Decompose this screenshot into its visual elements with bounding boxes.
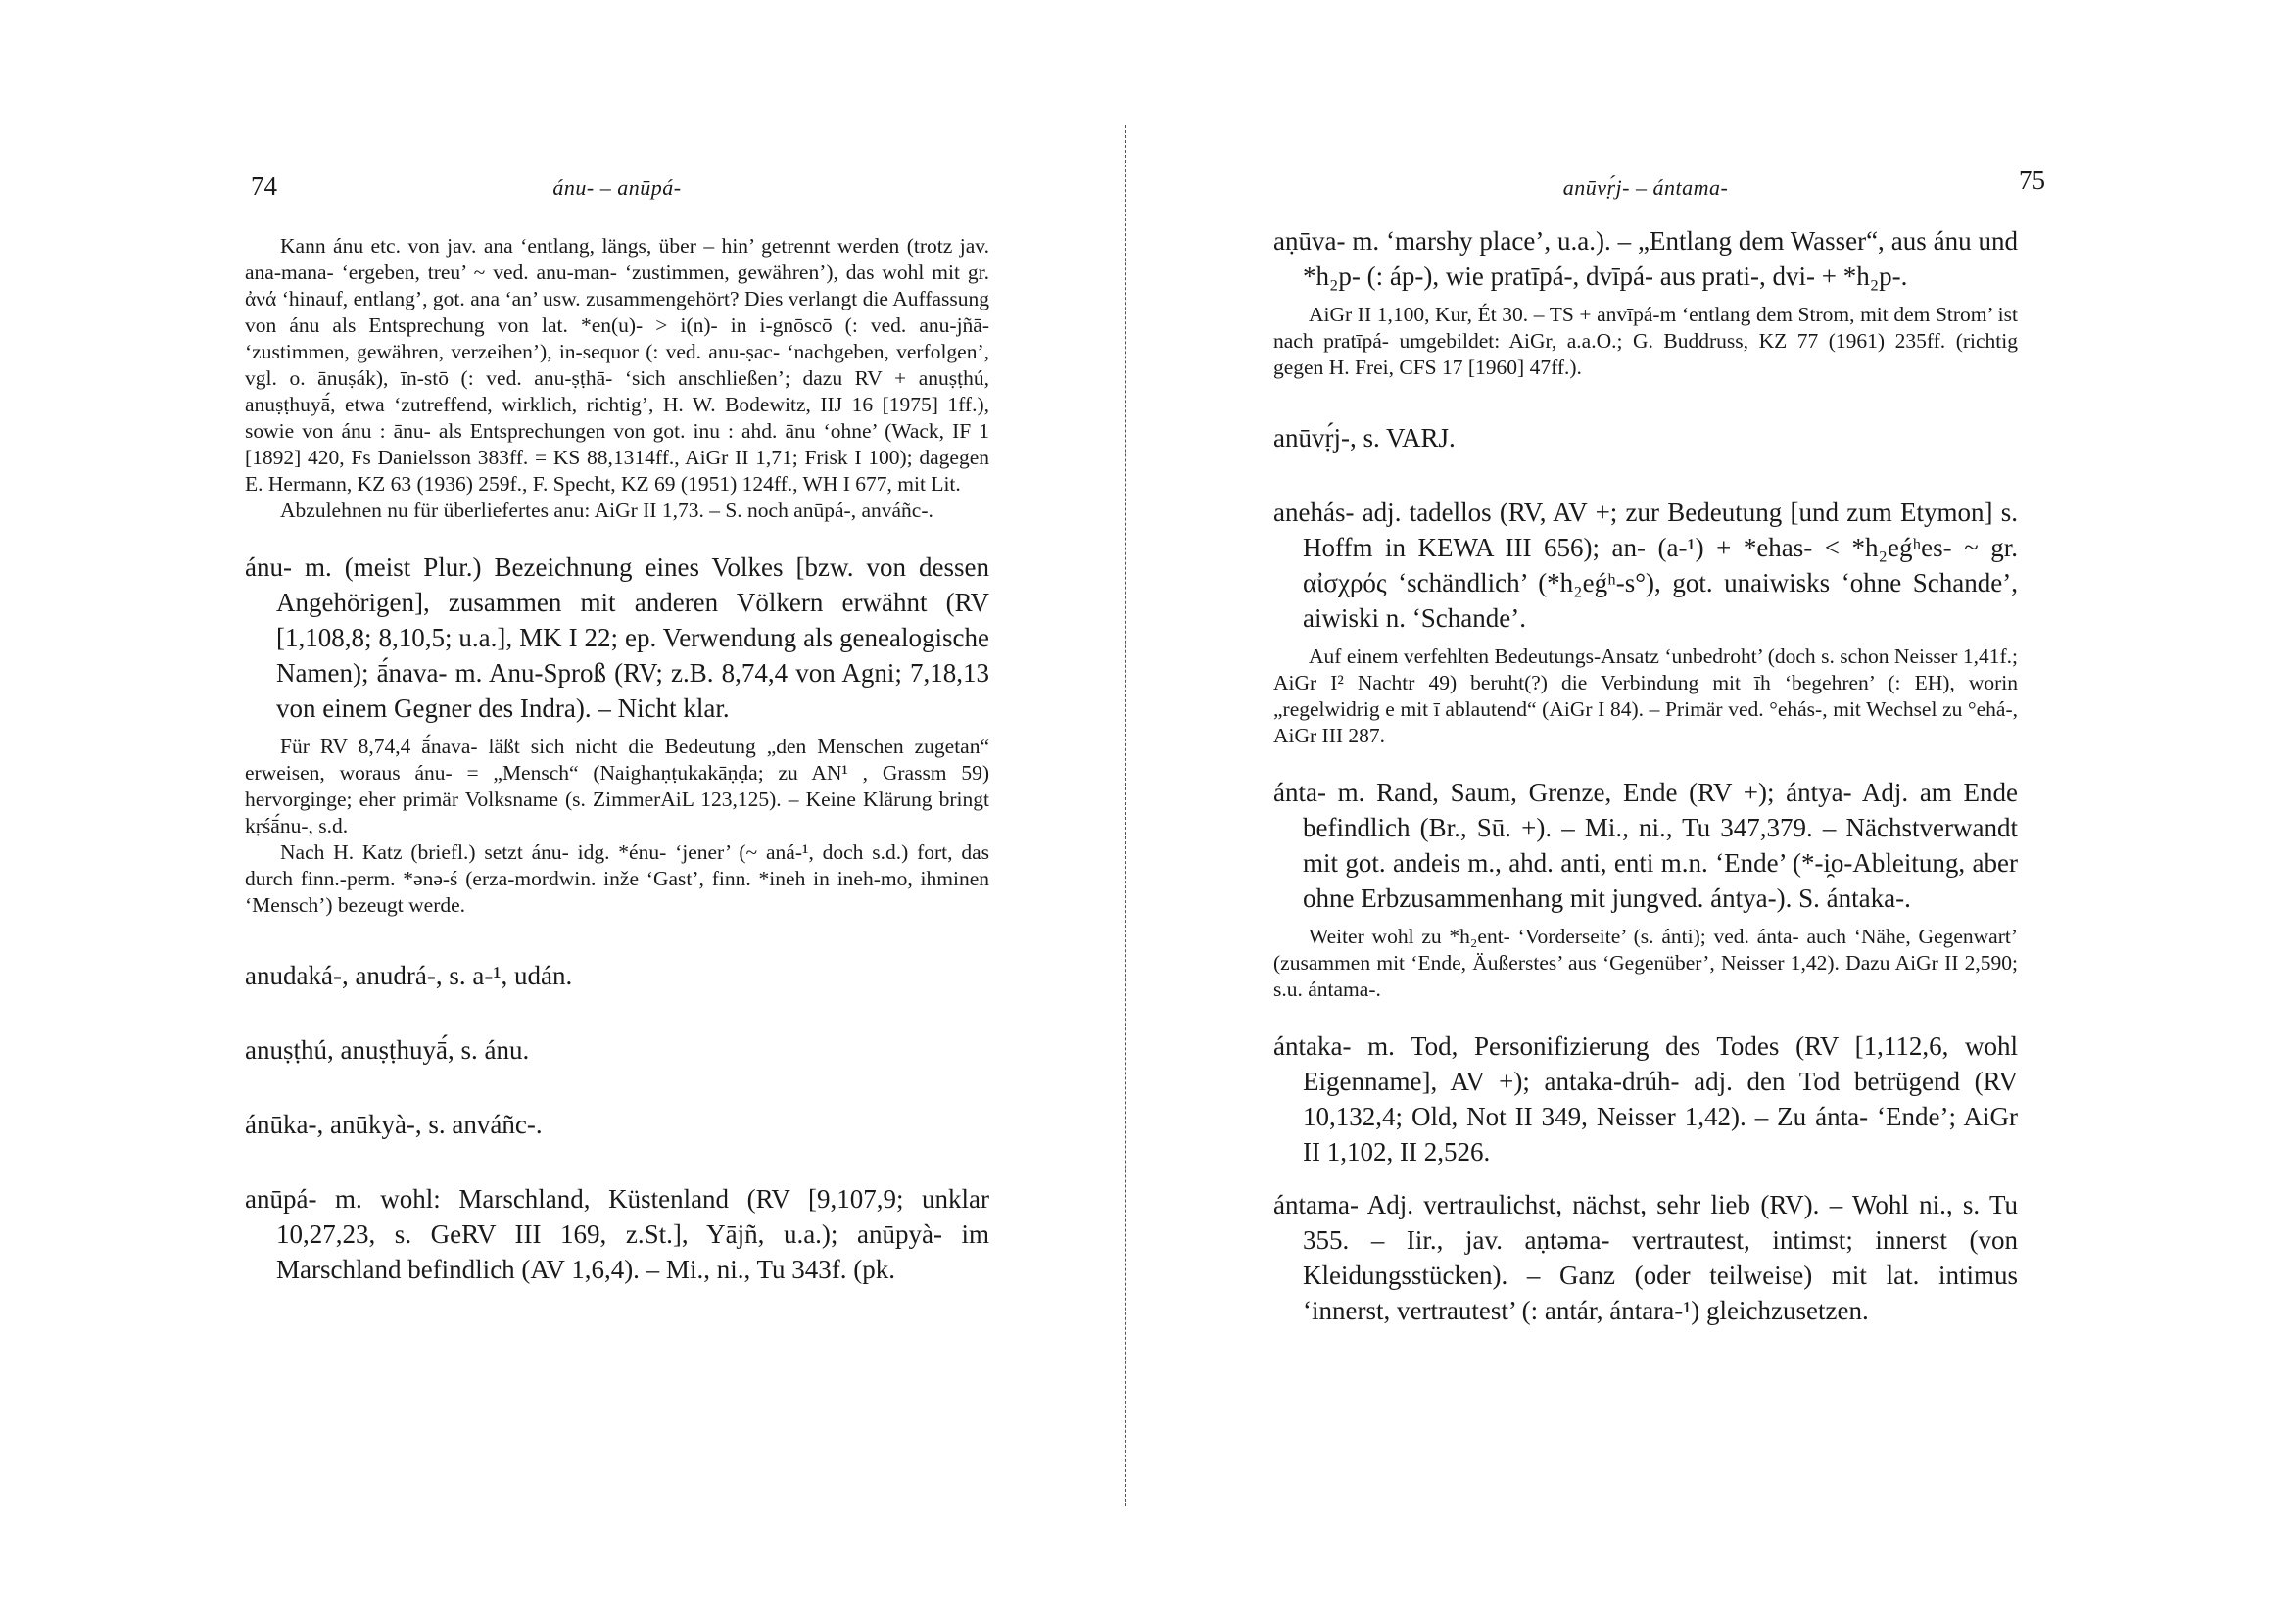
entry-antama: ántama- Adj. vertraulichst, nächst, sehr lieb (RV). – Wohl ni., s. Tu 355. – Iir., jav. aṇtəma- vertrautest, intimst; innerst (von Kleidungsstücken). – Ganz (oder teilweise) mit lat. intimus ‘innerst, vertrautest’ (: antár, ántara-¹) gleichzusetzen.: [1273, 1190, 2018, 1325]
right-page-header: [1273, 166, 2045, 211]
page-number-right: 75: [2019, 166, 2045, 195]
right-page: [1273, 0, 2045, 1622]
note-aigr-anvipa: AiGr II 1,100, Kur, Ét 30. – TS + anvīpá-m ‘entlang dem Strom, mit dem Strom’ ist nach pratīpá- umgebildet: AiGr, a.a.O.; G. Buddruss, KZ 77 (1961) 235ff. (richtig gegen H. Frei, CFS 17 [1960] 47ff.).: [1273, 303, 2018, 379]
left-page-header: [245, 171, 989, 211]
running-head-right: anūvṛ́j- – ántama-: [1562, 175, 1729, 200]
entry-anuvrj: anūvṛ́j-, s. VARJ.: [1273, 423, 1456, 453]
note-anava: Für RV 8,74,4 ā́nava- läßt sich nicht die Bedeutung „den Menschen zugetan“ erweisen, woraus ánu- = „Mensch“ (Naighaṇṭukakāṇḍa; zu AN¹ , Grassm 59) hervorginge; eher primär Volksname (s. ZimmerAiL 123,125). – Keine Klärung bringt kṛśā́nu-, s.d.: [245, 735, 989, 837]
entry-anupa: anūpá- m. wohl: Marschland, Küstenland (RV [9,107,9; unklar 10,27,23, s. GeRV III 169, z.St.], Yājñ, u.a.); anūpyà- im Marschland befindlich (AV 1,6,4). – Mi., ni., Tu 343f. (pk.: [245, 1184, 989, 1284]
note-anehas: Auf einem verfehlten Bedeutungs-Ansatz ‘unbedroht’ (doch s. schon Neisser 1,41f.; AiGr I² Nachtr 49) beruht(?) die Verbindung mit īh ‘begehren’ (: EH), worin „regelwidrig e mit ī ablautend“ (AiGr I 84). – Primär ved. °ehás-, mit Wechsel zu °ehá-, AiGr III 287.: [1273, 644, 2018, 747]
entry-anusthu: anuṣṭhú, anuṣṭhuyā́, s. ánu.: [245, 1035, 530, 1065]
right-page-content: [1273, 223, 2018, 1328]
book-gutter: [1125, 125, 1126, 1506]
entry-anupa-continued: aṇūva- m. ‘marshy place’, u.a.). – „Entlang dem Wasser“, aus ánu und *h₂p- (: áp-), wie pratīpá-, dvīpá- aus prati-, dvi- + *h₂p-.: [1273, 226, 2018, 291]
page-number-left: 74: [251, 171, 277, 201]
entry-anuka: ánūka-, anūkyà-, s. anváñc-.: [245, 1110, 543, 1139]
note-anta: Weiter wohl zu *h₂ent- ‘Vorderseite’ (s. ánti); ved. ánta- auch ‘Nähe, Gegenwart’ (zusammen mit ‘Ende, Äußerstes’ aus ‘Gegenüber’, Neisser 1,42). Dazu AiGr II 2,590; s.u. ántama-.: [1273, 925, 2018, 1001]
note-anu-etymology: Kann ánu etc. von jav. ana ‘entlang, längs, über – hin’ getrennt werden (trotz jav. ana-mana- ‘ergeben, treu’ ~ ved. anu-man- ‘zustimmen, gewähren’), das wohl mit gr. ἀνά ‘hinauf, entlang’, got. ana ‘an’ usw. zusammengehört? Dies verlangt die Auffassung von ánu als Entsprechung von lat. *en(u)- > i(n)- in i-gnōscō (: ved. anu-jñā- ‘zustimmen, gewähren, verzeihen’), in-sequor (: ved. anu-ṣac- ‘nachgeben, verfolgen’, vgl. o. ānuṣák), īn-stō (: ved. anu-ṣṭhā- ‘sich anschließen’; dazu RV + anuṣṭhú, anuṣṭhuyā́, etwa ‘zutreffend, wirklich, richtig’, H. W. Bodewitz, IIJ 16 [1975] 1ff.), sowie von ánu : ānu- als Entsprechungen von got. inu : ahd. ānu ‘ohne’ (Wack, IF 1 [1892] 420, Fs Danielsson 383ff. = KS 88,1314ff., AiGr II 1,71; Frisk I 100); dagegen E. Hermann, KZ 63 (1936) 259f., F. Specht, KZ 69 (1951) 124ff., WH I 677, mit Lit.: [245, 234, 989, 496]
entry-anehas: anehás- adj. tadellos (RV, AV +; zur Bedeutung [und zum Etymon] s. Hoffm in KEWA III 656); an- (a-¹) + *ehas- < *h₂eǵʰes- ~ gr. αἰσχρός ‘schändlich’ (*h₂eǵʰ-s°), got. unaiwisks ‘ohne Schande’, aiwiski n. ‘Schande’.: [1273, 498, 2018, 633]
note-abzulehnen: Abzulehnen nu für überliefertes anu: AiGr II 1,73. – S. noch anūpá-, anváñc-.: [280, 499, 933, 522]
running-head-left: ánu- – anūpá-: [552, 175, 682, 200]
entry-anudaka: anudaká-, anudrá-, s. a-¹, udán.: [245, 961, 573, 990]
entry-anu-m: ánu- m. (meist Plur.) Bezeichnung eines Volkes [bzw. von dessen Angehörigen], zusammen mit anderen Völkern erwähnt (RV [1,108,8; 8,10,5; u.a.], MK I 22; ep. Verwendung als genealogische Namen); ā́nava- m. Anu-Sproß (RV; z.B. 8,74,4 von Agni; 7,18,13 von einem Gegner des Indra). – Nicht klar.: [245, 552, 989, 723]
entry-anta: ánta- m. Rand, Saum, Grenze, Ende (RV +); ántya- Adj. am Ende befindlich (Br., Sū. +). – Mi., ni., Tu 347,379. – Nächstverwandt mit got. andeis m., ahd. anti, enti m.n. ‘Ende’ (*-i̯o-Ableitung, aber ohne Erbzusammenhang mit jungved. ántya-). S. ántaka-.: [1273, 778, 2018, 913]
note-katz: Nach H. Katz (briefl.) setzt ánu- idg. *énu- ‘jener’ (~ aná-¹, doch s.d.) fort, das durch finn.-perm. *ənə-ś (erza-mordwin. inže ‘Gast’, finn. *ineh in ineh-mo, ihminen ‘Mensch’) bezeugt werde.: [245, 840, 989, 917]
left-page-content: [245, 233, 989, 1287]
entry-antaka: ántaka- m. Tod, Personifizierung des Todes (RV [1,112,6, wohl Eigenname], AV +); antaka-drúh- adj. den Tod betrügend (RV 10,132,4; Old, Not II 349, Neisser 1,42). – Zu ánta- ‘Ende’; AiGr II 1,102, II 2,526.: [1273, 1031, 2018, 1167]
left-page: [245, 0, 989, 1622]
